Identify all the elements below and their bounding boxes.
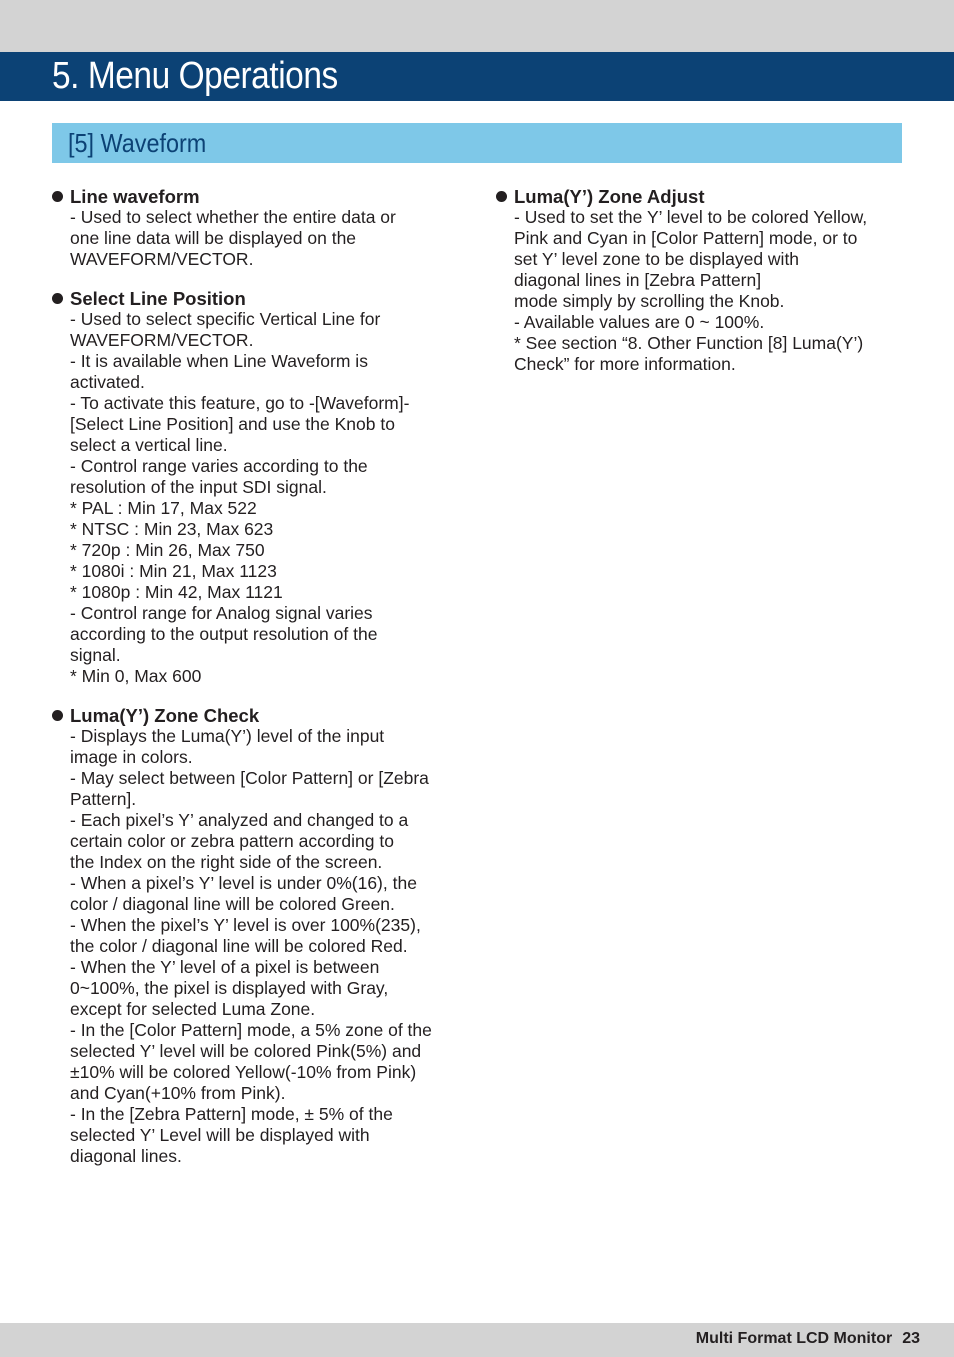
bullet-icon xyxy=(52,293,63,304)
feature-heading-text: Select Line Position xyxy=(70,287,246,309)
description-line: according to the output resolution of the xyxy=(70,624,378,644)
description-line: - Each pixel’s Y’ analyzed and changed to a xyxy=(70,810,409,830)
right-column xyxy=(496,185,896,392)
feature-heading xyxy=(496,185,896,207)
chapter-title-bar xyxy=(0,52,954,101)
description-line: * NTSC : Min 23, Max 623 xyxy=(70,519,274,539)
description-line: - Displays the Luma(Y’) level of the input xyxy=(70,726,385,746)
description-line: - In the [Color Pattern] mode, a 5% zone of the xyxy=(70,1020,432,1040)
description-line: - When the Y’ level of a pixel is between xyxy=(70,957,380,977)
left-column xyxy=(52,185,462,1184)
description-line: - When a pixel’s Y’ level is under 0%(16), the xyxy=(70,873,417,893)
bullet-icon xyxy=(52,191,63,202)
description-line: - Control range varies according to the xyxy=(70,456,368,476)
description-line: WAVEFORM/VECTOR. xyxy=(70,330,254,350)
description-line: diagonal lines in [Zebra Pattern] xyxy=(514,270,762,290)
description-line: image in colors. xyxy=(70,747,193,767)
description-item xyxy=(52,726,462,768)
description-item xyxy=(52,873,462,915)
feature-heading xyxy=(52,185,462,207)
description-line: * 720p : Min 26, Max 750 xyxy=(70,540,265,560)
footer-text xyxy=(696,1330,920,1348)
description-item xyxy=(52,309,462,351)
feature-section xyxy=(52,185,462,270)
description-item xyxy=(496,207,896,312)
description-line: activated. xyxy=(70,372,145,392)
description-line: Pattern]. xyxy=(70,789,137,809)
description-line: resolution of the input SDI signal. xyxy=(70,477,327,497)
description-item xyxy=(52,519,462,540)
feature-heading-text: Luma(Y’) Zone Check xyxy=(70,704,260,726)
description-line: - Available values are 0 ~ 100%. xyxy=(514,312,765,332)
description-line: signal. xyxy=(70,645,121,665)
description-item xyxy=(52,351,462,393)
description-line: - When the pixel’s Y’ level is over 100%(235), xyxy=(70,915,421,935)
description-line: - Used to set the Y’ level to be colored Yellow, xyxy=(514,207,868,227)
description-line: - Used to select whether the entire data or xyxy=(70,207,396,227)
description-line: WAVEFORM/VECTOR. xyxy=(70,249,254,269)
description-line: certain color or zebra pattern according to xyxy=(70,831,394,851)
description-item xyxy=(52,1104,462,1167)
description-line: the color / diagonal line will be colored Red. xyxy=(70,936,408,956)
description-line: * 1080p : Min 42, Max 1121 xyxy=(70,582,283,602)
description-line: [Select Line Position] and use the Knob to xyxy=(70,414,395,434)
feature-section xyxy=(52,704,462,1167)
description-item xyxy=(52,957,462,1020)
description-line: select a vertical line. xyxy=(70,435,228,455)
description-line: color / diagonal line will be colored Green. xyxy=(70,894,395,914)
description-line: - It is available when Line Waveform is xyxy=(70,351,368,371)
description-line: - To activate this feature, go to -[Waveform]- xyxy=(70,393,410,413)
description-line: 0~100%, the pixel is displayed with Gray, xyxy=(70,978,389,998)
section-title-bar xyxy=(52,123,902,163)
section-title: [5] Waveform xyxy=(68,128,207,158)
chapter-title: 5. Menu Operations xyxy=(52,55,338,97)
description-line: diagonal lines. xyxy=(70,1146,182,1166)
description-line: - Control range for Analog signal varies xyxy=(70,603,373,623)
description-line: Check” for more information. xyxy=(514,354,736,374)
description-line: and Cyan(+10% from Pink). xyxy=(70,1083,286,1103)
description-item xyxy=(52,456,462,498)
description-line: * 1080i : Min 21, Max 1123 xyxy=(70,561,277,581)
description-item xyxy=(52,393,462,456)
feature-section xyxy=(496,185,896,375)
description-item xyxy=(52,915,462,957)
description-item xyxy=(496,312,896,333)
description-line: - Used to select specific Vertical Line for xyxy=(70,309,381,329)
footer-label: Multi Format LCD Monitor xyxy=(695,1330,893,1347)
description-item xyxy=(52,1020,462,1104)
description-line: selected Y’ Level will be displayed with xyxy=(70,1125,370,1145)
description-line: * See section “8. Other Function [8] Luma(Y’) xyxy=(514,333,864,353)
top-band xyxy=(0,0,954,52)
feature-section xyxy=(52,287,462,687)
page-number: 23 xyxy=(902,1330,920,1347)
bullet-icon xyxy=(496,191,507,202)
description-item xyxy=(52,603,462,666)
feature-heading-text: Luma(Y’) Zone Adjust xyxy=(514,185,705,207)
description-line: ±10% will be colored Yellow(-10% from Pink) xyxy=(70,1062,417,1082)
description-item xyxy=(52,498,462,519)
footer xyxy=(0,1323,954,1357)
description-line: - May select between [Color Pattern] or [Zebra xyxy=(70,768,429,788)
description-item xyxy=(52,810,462,873)
description-line: Pink and Cyan in [Color Pattern] mode, or to xyxy=(514,228,858,248)
description-line: * Min 0, Max 600 xyxy=(70,666,202,686)
description-line: - In the [Zebra Pattern] mode, ± 5% of the xyxy=(70,1104,393,1124)
description-item xyxy=(52,582,462,603)
feature-heading xyxy=(52,287,462,309)
description-line: the Index on the right side of the screen. xyxy=(70,852,383,872)
description-item xyxy=(52,561,462,582)
description-line: except for selected Luma Zone. xyxy=(70,999,316,1019)
description-line: mode simply by scrolling the Knob. xyxy=(514,291,785,311)
description-item xyxy=(496,333,896,375)
description-line: one line data will be displayed on the xyxy=(70,228,357,248)
bullet-icon xyxy=(52,710,63,721)
description-item xyxy=(52,666,462,687)
feature-heading xyxy=(52,704,462,726)
description-item xyxy=(52,768,462,810)
description-item xyxy=(52,207,462,270)
description-line: set Y’ level zone to be displayed with xyxy=(514,249,800,269)
description-line: * PAL : Min 17, Max 522 xyxy=(70,498,257,518)
description-item xyxy=(52,540,462,561)
description-line: selected Y’ level will be colored Pink(5%) and xyxy=(70,1041,422,1061)
feature-heading-text: Line waveform xyxy=(70,185,200,207)
